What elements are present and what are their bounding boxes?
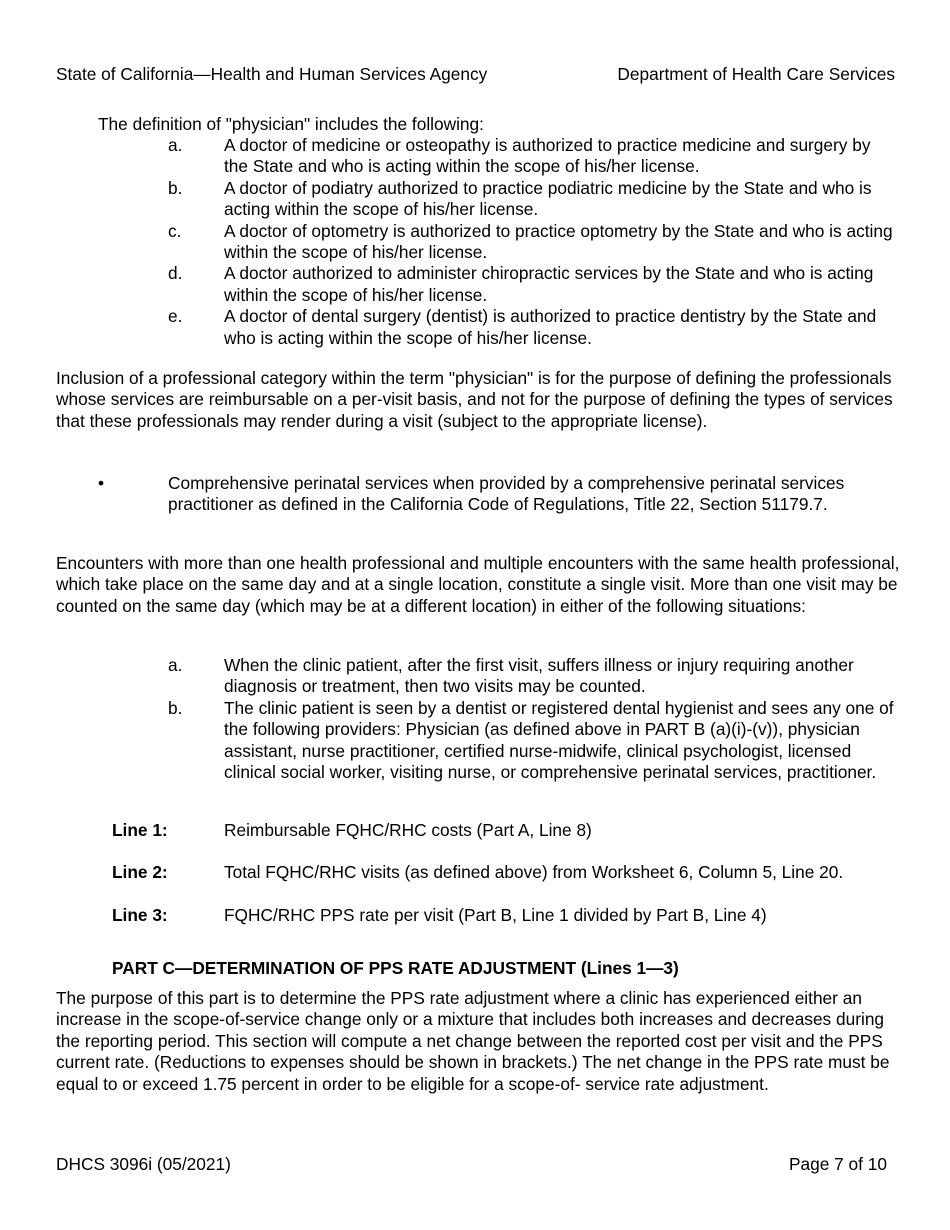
line-label: Line 2:: [112, 862, 168, 882]
list-item: [168, 178, 898, 221]
line-label: Line 1:: [112, 820, 168, 840]
physician-definition-intro: The definition of "physician" includes the following:: [98, 114, 484, 134]
part-c-title: PART C—DETERMINATION OF PPS RATE ADJUSTMENT (Lines 1—3): [112, 958, 679, 978]
footer-form-id: DHCS 3096i (05/2021): [56, 1154, 231, 1174]
list-letter: a.: [168, 135, 183, 155]
line-description: Total FQHC/RHC visits (as defined above) from Worksheet 6, Column 5, Line 20.: [224, 862, 844, 882]
line-label: Line 3:: [112, 905, 168, 925]
header-department: Department of Health Care Services: [617, 64, 895, 84]
list-letter: b.: [168, 697, 183, 718]
list-item: [168, 698, 898, 784]
list-text: A doctor authorized to administer chiropractic services by the State and who is acting within the scope of his/her license.: [224, 263, 874, 305]
list-text: A doctor of medicine or osteopathy is authorized to practice medicine and surgery by the State and who is acting within the scope of his/her license.: [224, 135, 871, 177]
encounters-paragraph: Encounters with more than one health professional and multiple encounters with the same health professional, which take place on the same day and at a single location, constitute a single visit. More than one visit may be counted on the same day (which may be at a different location) in either of the following situations:: [56, 553, 900, 616]
physician-definition-list: [168, 135, 898, 349]
list-letter: a.: [168, 655, 183, 675]
bullet-icon: •: [98, 473, 105, 493]
list-item: [168, 655, 898, 698]
header-agency: State of California—Health and Human Services Agency: [56, 64, 488, 84]
list-letter: e.: [168, 306, 183, 327]
footer-page-number: Page 7 of 10: [788, 1154, 887, 1174]
inclusion-paragraph: Inclusion of a professional category within the term "physician" is for the purpose of defining the professionals whose services are reimbursable on a per-visit basis, and not for the purpose of defining the types of services that these professionals may render during a visit (subject to the appropriate license).: [56, 368, 893, 431]
list-text: The clinic patient is seen by a dentist or registered dental hygienist and sees any one of the following providers: Physician (as defined above in PART B (a)(i)-(v)), physician assistant, nurse practitioner, certified nurse-midwife, clinical psychologist, licensed clinical social worker, visiting nurse, or comprehensive perinatal services, practitioner.: [224, 697, 894, 783]
bullet-text: Comprehensive perinatal services when provided by a comprehensive perinatal services practitioner as defined in the California Code of Regulations, Title 22, Section 51179.7.: [168, 473, 845, 515]
list-text: A doctor of dental surgery (dentist) is authorized to practice dentistry by the State and who is acting within the scope of his/her license.: [224, 306, 877, 348]
part-c-body: The purpose of this part is to determine the PPS rate adjustment where a clinic has experienced either an increase in the scope-of-service change only or a mixture that includes both increases and decreases during the reporting period. This section will compute a net change between the reported cost per visit and the PPS current rate. (Reductions to expenses should be shown in brackets.) The net change in the PPS rate must be equal to or exceed 1.75 percent in order to be eligible for a scope-of- service rate adjustment.: [56, 988, 890, 1094]
list-letter: d.: [168, 263, 183, 284]
list-item: [168, 306, 898, 349]
list-item: [168, 135, 898, 178]
list-item: [168, 221, 898, 264]
list-letter: c.: [168, 220, 182, 241]
list-text: A doctor of podiatry authorized to practice podiatric medicine by the State and who is acting within the scope of his/her license.: [224, 177, 872, 220]
line-description: FQHC/RHC PPS rate per visit (Part B, Line 1 divided by Part B, Line 4): [224, 905, 767, 925]
list-item: [168, 263, 898, 306]
list-letter: b.: [168, 177, 183, 198]
visit-situations-list: [168, 655, 898, 783]
list-text: A doctor of optometry is authorized to practice optometry by the State and who is acting within the scope of his/her license.: [224, 220, 893, 262]
list-text: When the clinic patient, after the first visit, suffers illness or injury requiring another diagnosis or treatment, then two visits may be counted.: [224, 655, 854, 697]
line-description: Reimbursable FQHC/RHC costs (Part A, Line 8): [224, 820, 592, 840]
